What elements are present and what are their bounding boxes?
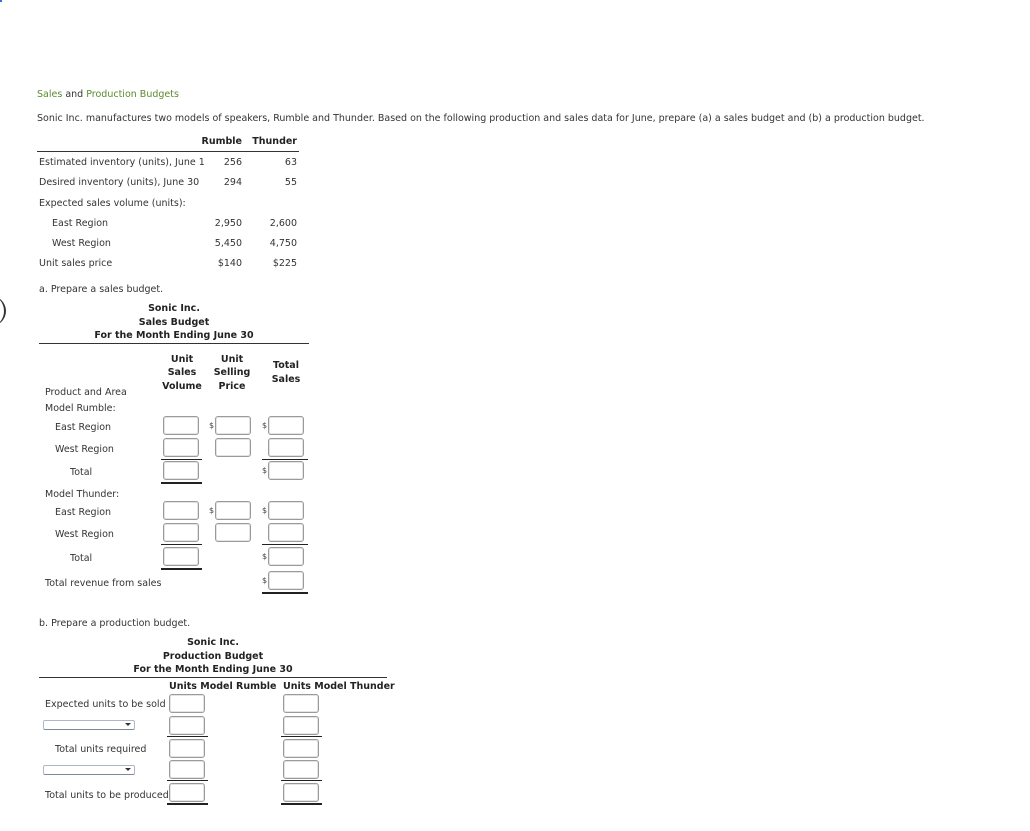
production-col-rumble: Units Model Rumble [169,681,277,692]
sales-budget-title-company: Sonic Inc. [148,303,200,314]
col-volume-line2: Sales [167,367,197,378]
given-row-rumble: $140 [217,258,242,269]
given-row-rumble: 256 [223,157,242,168]
sales-budget-title-rule [39,343,309,344]
rumble-produced-double-rule [167,803,208,805]
problem-text: Sonic Inc. manufactures two models of speakers, Rumble and Thunder. Based on the following production and sales data for June, prepare (a) a sales budget and (b) a production budget. [37,113,925,124]
production-budget-title-name: Production Budget [162,651,264,662]
select1-rumble-input[interactable] [169,716,205,735]
given-row-thunder: $225 [272,258,297,269]
rumble-total-dollar: $ [262,466,268,475]
rumble-east-total-dollar: $ [262,421,268,430]
rumble-total-label: Total [70,467,93,478]
rumble-west-total-input[interactable] [268,438,304,457]
model-thunder-label: Model Thunder: [45,489,120,500]
thunder-east-total-dollar: $ [262,506,268,515]
given-row-label: East Region [52,218,109,229]
thunder-produced-rule [281,780,322,781]
given-row-rumble: 294 [223,177,242,188]
total-produced-rumble-input[interactable] [169,783,205,802]
expected-sold-rumble-input[interactable] [169,694,205,713]
thunder-total-sales-input[interactable] [268,547,304,566]
given-row-label: Expected sales volume (units): [39,198,186,209]
sales-budget-title-period: For the Month Ending June 30 [94,330,254,341]
production-col-thunder: Units Model Thunder [283,681,395,692]
given-row-rumble: 5,450 [214,238,242,249]
thunder-total-volume-input[interactable] [163,547,199,566]
rumble-required-rule [167,736,208,737]
thunder-east-price-dollar: $ [209,506,215,515]
thunder-east-price-input[interactable] [215,501,251,520]
thunder-required-rule [281,736,322,737]
col-total-line2: Sales [271,374,301,385]
expected-sold-thunder-input[interactable] [283,694,319,713]
thunder-west-volume-input[interactable] [163,523,199,542]
breadcrumb-sales[interactable]: Sales [37,89,63,100]
production-budget-title-period: For the Month Ending June 30 [133,664,293,675]
rumble-east-label: East Region [55,422,112,433]
thunder-east-total-input[interactable] [268,501,304,520]
given-row-label: Unit sales price [39,258,113,269]
thunder-east-label: East Region [55,507,112,518]
breadcrumb-and: and [65,89,84,100]
given-row-label: Estimated inventory (units), June 1 [39,157,205,168]
production-line-select-2[interactable] [43,765,135,775]
rumble-total-subtotal-rule [262,459,308,460]
total-produced-label: Total units to be produced [45,790,169,801]
expected-sold-label: Expected units to be sold [45,699,166,710]
sales-budget-title-name: Sales Budget [138,317,210,328]
given-row-thunder: 63 [284,157,297,168]
select1-thunder-input[interactable] [283,716,319,735]
total-revenue-dollar: $ [262,576,268,585]
rumble-east-volume-input[interactable] [163,416,199,435]
rumble-volume-subtotal-rule [161,459,202,460]
thunder-total-subtotal-rule [262,544,308,545]
production-budget-title-company: Sonic Inc. [187,637,239,648]
thunder-west-label: West Region [55,529,114,540]
total-revenue-double-rule [262,592,308,594]
given-header-rule [37,151,299,152]
total-required-rumble-input[interactable] [169,739,205,758]
given-col-rumble: Rumble [201,136,242,147]
col-total-line1: Total [273,360,299,371]
thunder-volume-subtotal-rule [161,544,202,545]
rumble-volume-double-rule [161,482,202,484]
col-volume-line3: Volume [162,381,202,392]
given-row-label: Desired inventory (units), June 30 [39,177,200,188]
thunder-total-label: Total [70,553,93,564]
production-line-select-1[interactable] [43,720,135,730]
thunder-produced-double-rule [281,803,322,805]
total-required-thunder-input[interactable] [283,739,319,758]
col-price-line2: Selling [213,367,251,378]
rumble-produced-rule [167,780,208,781]
col-volume-line1: Unit [170,354,194,365]
thunder-east-volume-input[interactable] [163,501,199,520]
thunder-west-total-input[interactable] [268,523,304,542]
thunder-west-price-input[interactable] [215,523,251,542]
breadcrumb-production-budgets[interactable]: Production Budgets [86,89,179,100]
select2-thunder-input[interactable] [283,760,319,779]
rumble-west-label: West Region [55,444,114,455]
select2-rumble-input[interactable] [169,760,205,779]
total-produced-thunder-input[interactable] [283,783,319,802]
total-revenue-label: Total revenue from sales [45,578,162,589]
col-price-line3: Price [218,381,246,392]
corner-marker [0,0,2,2]
product-and-area-label: Product and Area [45,387,127,398]
total-required-label: Total units required [55,744,147,755]
page-scroll-bracket [0,296,6,326]
breadcrumb [37,89,179,100]
rumble-total-volume-input[interactable] [163,461,199,480]
thunder-total-dollar: $ [262,552,268,561]
rumble-east-total-input[interactable] [268,416,304,435]
given-col-thunder: Thunder [252,136,297,147]
given-row-thunder: 55 [284,177,297,188]
given-row-rumble: 2,950 [214,218,242,229]
sales-budget-prompt: a. Prepare a sales budget. [39,284,164,295]
production-budget-prompt: b. Prepare a production budget. [39,618,191,629]
rumble-total-sales-input[interactable] [268,461,304,480]
total-revenue-input[interactable] [268,571,304,590]
chevron-down-icon [125,768,131,771]
chevron-down-icon [125,723,131,726]
rumble-west-volume-input[interactable] [163,438,199,457]
production-budget-title-rule [39,677,387,678]
given-row-thunder: 2,600 [269,218,297,229]
thunder-volume-double-rule [161,568,202,570]
rumble-east-price-input[interactable] [215,416,251,435]
rumble-east-price-dollar: $ [209,421,215,430]
rumble-west-price-input[interactable] [215,438,251,457]
given-row-thunder: 4,750 [269,238,297,249]
given-row-label: West Region [52,238,111,249]
col-price-line1: Unit [220,354,244,365]
model-rumble-label: Model Rumble: [45,403,116,414]
